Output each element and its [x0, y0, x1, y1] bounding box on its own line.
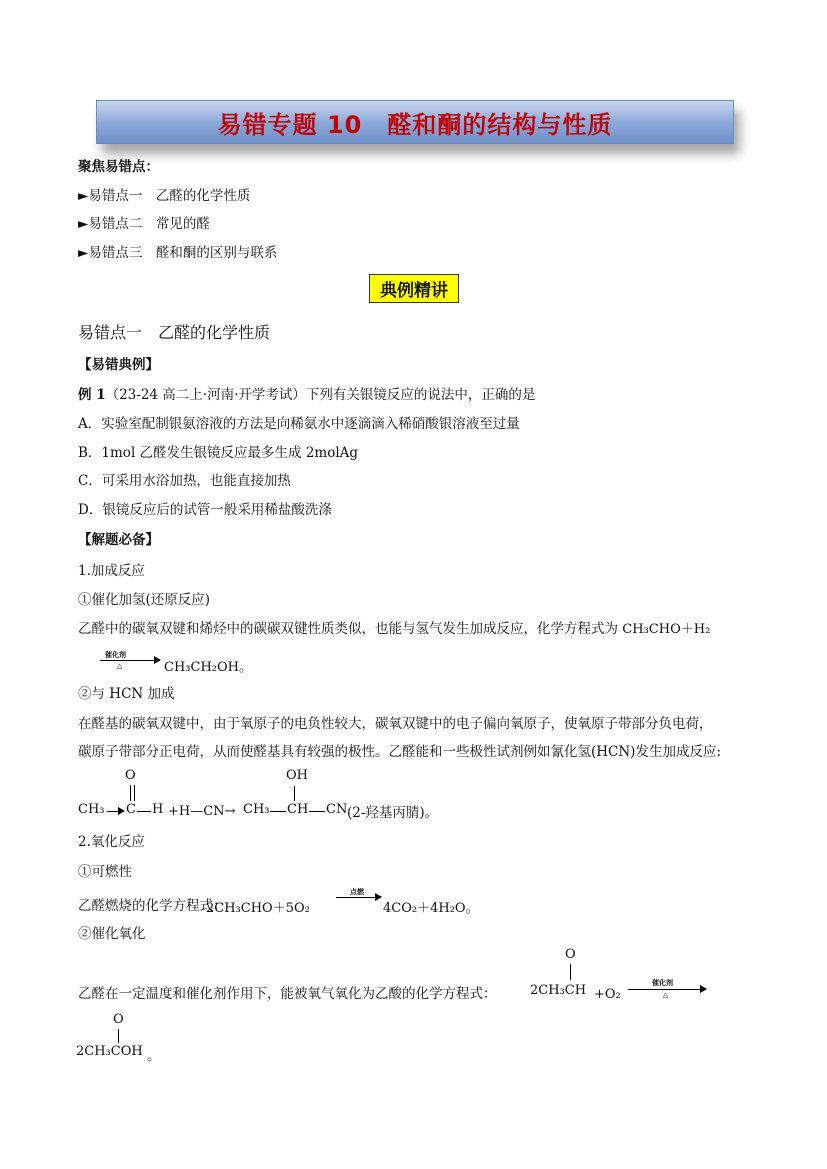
page-title: 易错专题 10 醛和酮的结构与性质	[217, 110, 613, 139]
hcn-h-right: H	[152, 802, 164, 817]
option-b: B．1mol 乙醛发生银镜反应最多生成 2molAg	[78, 445, 359, 461]
option-c: C．可采用水浴加热，也能直接加热	[78, 473, 291, 489]
focus-item-3: ►易错点三 醛和酮的区别与联系	[78, 245, 278, 261]
eq3-o-bond	[570, 964, 571, 980]
combustion-label: 乙醛燃烧的化学方程式：	[78, 898, 227, 914]
eq3-cond-top: 催化剂	[652, 979, 673, 987]
sub-hydrogenation: ①催化加氢(还原反应)	[78, 592, 211, 608]
eq1-cond-bottom: △	[117, 662, 123, 670]
hcn-oh-bond	[294, 786, 295, 801]
question-prefix: 例 1	[78, 387, 106, 403]
para-hydrogenation	[78, 619, 710, 640]
focus-heading: 聚焦易错点：	[78, 159, 159, 175]
eq1-cond-top: 催化剂	[105, 651, 126, 659]
eq3-end: 。	[147, 1048, 161, 1064]
eq2-lhs: 2CH₃CHO＋5O₂	[206, 901, 310, 916]
para-polarity-line1: 在醛基的碳氧双键中，由于氧原子的电负性较大，碳氧双键中的电子偏向氧原子，使氧原子带部分负电荷，	[78, 716, 713, 732]
section-heading: 易错点一 乙醛的化学性质	[78, 323, 271, 342]
example-banner: 典例精讲	[369, 274, 459, 303]
para-hydrogenation-text: 乙醛中的碳氧双键和烯烃中的碳碳双键性质类似，也能与氢气发生加成反应，化学方程式为	[78, 621, 618, 637]
sub-oxidation: 2.氧化反应	[78, 834, 145, 850]
eq3-cond-bottom: △	[663, 991, 669, 999]
hcn-double-bond	[130, 785, 135, 801]
eq2-rhs: 4CO₂＋4H₂O。	[383, 901, 479, 916]
question	[78, 385, 535, 405]
eq1-rhs: CH₃CH₂OH。	[164, 660, 252, 675]
hcn-bond-1	[107, 811, 124, 812]
sub-catalytic-oxidation: ②催化氧化	[78, 926, 146, 942]
sub-addition: 1.加成反应	[78, 563, 145, 579]
eq3-o-bond2	[118, 1029, 119, 1043]
hcn-bond-2	[137, 811, 151, 812]
eq3-rhs: 2CH₃COH	[76, 1044, 143, 1059]
eq2-cond: 点燃	[350, 888, 364, 896]
eq3-arrow	[628, 989, 706, 990]
focus-item-1: ►易错点一 乙醛的化学性质	[78, 188, 251, 204]
hcn-ch3-left: CH₃	[78, 802, 105, 817]
eq3-lhs: 2CH₃CH	[530, 983, 587, 998]
sub-hcn: ②与 HCN 加成	[78, 686, 175, 702]
eq3-o-top: O	[565, 947, 576, 962]
eq1-arrow	[100, 660, 160, 661]
title-banner	[96, 100, 734, 144]
para-catalytic: 乙醛在一定温度和催化剂作用下，能被氧气氧化为乙酸的化学方程式：	[78, 986, 497, 1002]
essentials-label: 【解题必备】	[78, 532, 159, 548]
hcn-product-name: (2-羟基丙腈)。	[347, 805, 439, 821]
option-a: A．实验室配制银氨溶液的方法是向稀氨水中逐滴滴入稀硝酸银溶液至过量	[78, 416, 520, 432]
typical-label: 【易错典例】	[78, 357, 159, 373]
hcn-c-mid: C	[126, 802, 136, 817]
hcn-ch3-prod: CH₃	[243, 802, 270, 817]
question-text: （23-24 高二上·河南·开学考试）下列有关银镜反应的说法中，正确的是	[105, 387, 536, 403]
eq3-plus-o2: +O₂	[594, 987, 621, 1002]
hcn-bond-4	[309, 811, 325, 812]
hcn-bond-3	[270, 811, 286, 812]
hcn-oh-top: OH	[286, 768, 308, 783]
hcn-o-top: O	[125, 768, 136, 783]
eq2-arrow	[336, 897, 381, 898]
sub-combustion: ①可燃性	[78, 864, 132, 880]
option-d: D．银镜反应后的试管一般采用稀盐酸洗涤	[78, 502, 332, 518]
eq1-lhs: CH₃CHO＋H₂	[622, 622, 711, 637]
eq3-o-top2: O	[113, 1012, 124, 1027]
focus-item-2: ►易错点二 常见的醛	[78, 216, 210, 232]
hcn-reagent: +H—CN→	[168, 804, 236, 819]
para-polarity-line2: 碳原子带部分正电荷，从而使醛基具有较强的极性。乙醛能和一些极性试剂例如氰化氢(HCN)发生加成反应:	[78, 744, 721, 760]
hcn-ch-prod: CH	[287, 802, 309, 817]
hcn-cn-prod: CN	[326, 802, 348, 817]
